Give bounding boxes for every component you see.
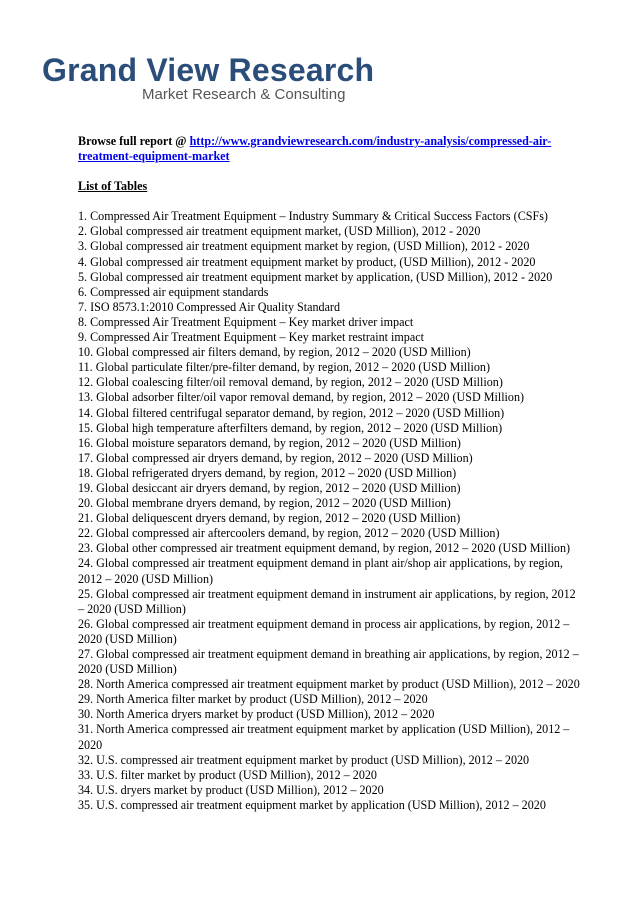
table-list-item: 6. Compressed air equipment standards bbox=[78, 284, 269, 299]
table-list-item: 35. U.S. compressed air treatment equipment market by application (USD Million), 2012 – 2020 bbox=[78, 797, 546, 812]
report-link[interactable]: http://www.grandviewresearch.com/industry-analysis/compressed-air-treatment-equipment-market bbox=[78, 134, 552, 164]
table-list-item: 1. Compressed Air Treatment Equipment – Industry Summary & Critical Success Factors (CSFs) bbox=[78, 209, 548, 224]
table-list-item: 9. Compressed Air Treatment Equipment – Key market restraint impact bbox=[78, 330, 424, 345]
list-of-tables-heading: List of Tables bbox=[78, 179, 148, 194]
browse-line bbox=[78, 134, 580, 164]
table-list-item: 5. Global compressed air treatment equipment market by application, (USD Million), 2012 - 2020 bbox=[78, 269, 553, 284]
logo bbox=[42, 52, 374, 104]
table-list-item: 30. North America dryers market by product (USD Million), 2012 – 2020 bbox=[78, 707, 435, 722]
table-list-item: 32. U.S. compressed air treatment equipment market by product (USD Million), 2012 – 2020 bbox=[78, 752, 530, 767]
table-list-item: 22. Global compressed air aftercoolers demand, by region, 2012 – 2020 (USD Million) bbox=[78, 526, 500, 541]
table-list-item: 33. U.S. filter market by product (USD Million), 2012 – 2020 bbox=[78, 767, 377, 782]
browse-label: Browse full report @ bbox=[78, 134, 190, 148]
table-list-item: 26. Global compressed air treatment equipment demand in process air applications, by region, 2012 – 2020 (USD Million) bbox=[78, 616, 570, 646]
table-list-item: 29. North America filter market by product (USD Million), 2012 – 2020 bbox=[78, 692, 428, 707]
logo-tagline: Market Research & Consulting bbox=[142, 86, 346, 103]
table-list-item: 3. Global compressed air treatment equipment market by region, (USD Million), 2012 - 2020 bbox=[78, 239, 530, 254]
table-list-item: 23. Global other compressed air treatment equipment demand, by region, 2012 – 2020 (USD Million) bbox=[78, 541, 571, 556]
table-list-item: 7. ISO 8573.1:2010 Compressed Air Quality Standard bbox=[78, 299, 341, 314]
table-list-item: 20. Global membrane dryers demand, by region, 2012 – 2020 (USD Million) bbox=[78, 496, 451, 511]
table-list-item: 15. Global high temperature afterfilters demand, by region, 2012 – 2020 (USD Million) bbox=[78, 420, 503, 435]
table-list-item: 21. Global deliquescent dryers demand, by region, 2012 – 2020 (USD Million) bbox=[78, 511, 461, 526]
tables-list bbox=[78, 209, 580, 813]
table-list-item: 34. U.S. dryers market by product (USD Million), 2012 – 2020 bbox=[78, 782, 384, 797]
table-list-item: 2. Global compressed air treatment equipment market, (USD Million), 2012 - 2020 bbox=[78, 224, 481, 239]
table-list-item: 8. Compressed Air Treatment Equipment – Key market driver impact bbox=[78, 314, 414, 329]
table-list-item: 31. North America compressed air treatment equipment market by application (USD Million), 2012 – 2020 bbox=[78, 722, 570, 752]
table-list-item: 11. Global particulate filter/pre-filter demand, by region, 2012 – 2020 (USD Million) bbox=[78, 360, 490, 375]
table-list-item: 10. Global compressed air filters demand, by region, 2012 – 2020 (USD Million) bbox=[78, 345, 471, 360]
table-list-item: 25. Global compressed air treatment equipment demand in instrument air applications, by region, 2012 – 2020 (USD Million) bbox=[78, 586, 576, 616]
logo-title: Grand View Research bbox=[42, 52, 375, 88]
table-list-item: 17. Global compressed air dryers demand, by region, 2012 – 2020 (USD Million) bbox=[78, 450, 473, 465]
table-list-item: 18. Global refrigerated dryers demand, by region, 2012 – 2020 (USD Million) bbox=[78, 465, 457, 480]
table-list-item: 24. Global compressed air treatment equipment demand in plant air/shop air applications, by region, 2012 – 2020 (USD Million) bbox=[78, 556, 563, 586]
table-list-item: 19. Global desiccant air dryers demand, by region, 2012 – 2020 (USD Million) bbox=[78, 480, 461, 495]
document-body bbox=[78, 134, 580, 813]
table-list-item: 12. Global coalescing filter/oil removal demand, by region, 2012 – 2020 (USD Million) bbox=[78, 375, 503, 390]
table-list-item: 28. North America compressed air treatment equipment market by product (USD Million), 2012 – 2020 bbox=[78, 677, 580, 692]
table-list-item: 13. Global adsorber filter/oil vapor removal demand, by region, 2012 – 2020 (USD Million) bbox=[78, 390, 525, 405]
table-list-item: 4. Global compressed air treatment equipment market by product, (USD Million), 2012 - 2020 bbox=[78, 254, 536, 269]
table-list-item: 14. Global filtered centrifugal separator demand, by region, 2012 – 2020 (USD Million) bbox=[78, 405, 505, 420]
table-list-item: 27. Global compressed air treatment equipment demand in breathing air applications, by region, 2012 – 2020 (USD Million) bbox=[78, 647, 579, 677]
table-list-item: 16. Global moisture separators demand, by region, 2012 – 2020 (USD Million) bbox=[78, 435, 461, 450]
